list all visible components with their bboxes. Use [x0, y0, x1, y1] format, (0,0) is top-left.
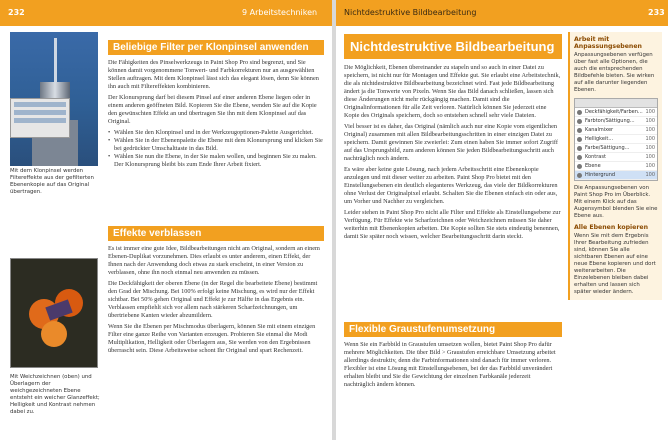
eye-icon [577, 173, 582, 178]
list-item: • Wählen Sie in der Ebenenpalette die Ebene mit dem Klonursprung und klicken Sie bei gedrückter Umschalttaste in das Bild. [108, 137, 324, 153]
paragraph: Viel besser ist es daher, das Original (nämlich auch nur eine Kopie vom eigentlichen Original) zusammen mit allen Bildbearbeitungsschritten in einer einzigen Datei zu speichern. Damit gewinnen Sie zweierlei: Zum einen haben Sie immer sofort Zugriff auf das Ursprungsbild, zum anderen können Sie jeden Bildbearbeitungsschritt auch nachträglich noch ändern. [344, 123, 558, 162]
left-text-column [108, 40, 324, 169]
eye-icon [577, 110, 582, 115]
section-heading-filter: Beliebige Filter per Klonpinsel anwenden [108, 40, 324, 55]
section-heading-effects: Effekte verblassen [108, 226, 324, 241]
paragraph: Die Deckfähigkeit der oberen Ebene (in der Regel die bearbeitete Ebene) bestimmt den Grad der Mischung. Bei 100% erfolgt keine Mischung, es wird nur der Effekt sichtbar. Bei 50% gehen Original und Effekt je zur Hälfte in das Ergebnis ein. Verblassen empfiehlt sich vor allem nach stärkeren Scharfzeichnungen, um übertriebene Kanten wieder abzumildern. [108, 280, 318, 319]
layers-palette-screenshot [574, 98, 658, 181]
section-heading-grayscale: Flexible Graustufenumsetzung [344, 322, 562, 337]
butterfly-flower-image [10, 258, 98, 368]
figure-caption-1: Mit dem Klonpinsel werden Filtereffekte aus der gefilterten Ebenenkopie auf das Original übertragen. [10, 168, 94, 195]
left-section-name: 9 Arbeitstechniken [242, 8, 318, 17]
eye-icon [577, 155, 582, 160]
right-text-column [344, 34, 562, 244]
sidebar-title: Arbeit mit Anpassungsebenen [574, 36, 642, 50]
left-running-header [0, 0, 332, 26]
eye-icon [577, 119, 582, 124]
layer-row: Farbton/Sättigung... 100 [575, 117, 657, 126]
layer-row: Farbe/Sättigung... 100 [575, 144, 657, 153]
page-gutter [332, 0, 336, 440]
list-item: • Wählen Sie den Klonpinsel und in der Werkzeugoptionen-Palette Ausgerichtet. [108, 129, 324, 137]
sidebar-paragraph: Wenn Sie mit dem Ergebnis Ihrer Bearbeitung zufrieden sind, können Sie alle sichtbaren Ebenen auf eine neue Ebene kopieren und dort weiterarbeiten. Die Einzelebenen bleiben dabei erhalten und lassen sich später wieder ändern. [574, 233, 656, 295]
paragraph: Die Möglichkeit, Ebenen übereinander zu stapeln und so auch in einer Datei zu speichern, ist nicht nur für Montagen und Effekte gut. Sie erlaubt eine Arbeitstechnik, die als nichtdestruktive Bildbearbeitung bezeichnet wird. Fast jede Bildbearbeitung ändert ja die Tonwerte von Pixeln. Wenn Sie das Bild danach schließen, lassen sich diese Änderungen nicht mehr rückgängig machen. Damit sind die Originalinformationen für alle Zeit verloren. Natürlich können Sie jederzeit eine Kopie des Originals speichern, doch so entstehen schnell sehr viele Dateien. [344, 64, 561, 119]
eye-icon [577, 146, 582, 151]
left-page-number: 232 [8, 8, 25, 17]
dialog-window-image [10, 98, 70, 138]
layer-row: Kontrast 100 [575, 153, 657, 162]
instruction-list [108, 129, 324, 169]
figure-caption-2: Mit Weichzeichnen (oben) und Überlagern der weichgezeichneten Ebene entsteht ein weicher Glanzeffekt; Helligkeit und Kontrast nehmen dabei zu. [10, 374, 100, 415]
eye-icon [577, 137, 582, 142]
paragraph: Der Klonursprung darf bei diesem Pinsel auf einer anderen Ebene liegen oder in einem anderen geöffneten Bild. Kopieren Sie die Ebene, wenden Sie auf die Kopie den gewünschten Effekt an und übertragen Sie ihn mit dem Klonpinsel auf das Original. [108, 94, 317, 125]
right-page-number: 233 [648, 8, 665, 17]
paragraph: Leider stehen in Paint Shop Pro nicht alle Filter und Effekte als Einstellungsebene zur Verfügung. Für Effekte wie Scharfzeichnen oder Weichzeichnen müssen Sie daher weiterhin mit Ebenenkopien arbeiten. Die Kopie sollten Sie stets eindeutig benennen, damit Sie später noch wissen, welcher Bearbeitungsschritt darin steckt. [344, 209, 561, 240]
right-text-column-2 [344, 322, 562, 392]
chapter-title: Nichtdestruktive Bildbearbeitung [344, 34, 562, 59]
palette-toolbar [575, 99, 657, 108]
layer-row: Ebene 100 [575, 162, 657, 171]
paragraph: Wenn Sie die Ebenen per Mischmodus überlagern, können Sie mit einem einzigen Filter eine ganze Reihe von Varianten erzeugen. Probieren Sie einmal die Modi Multiplikation, Helligkeit oder Überlagern aus, Sie werden von den Ergebnissen überrascht sein. Diese Arbeitsweise schont Ihr Original und spart Rechenzeit. [108, 323, 316, 354]
paragraph: Die Fähigkeiten des Pinselwerkzeugs in Paint Shop Pro sind begrenzt, und Sie können damit vorgenommene Tonwert- und Farbkorrekturen nur an ausgewählten Stellen auftragen. Mit dem Klonpinsel lässt sich das elegant lösen, denn Sie können ihn auch mit Filtereffekten kombinieren. [108, 59, 319, 90]
eye-icon [577, 164, 582, 169]
left-text-column-2 [108, 226, 324, 358]
sidebar-paragraph: Die Anpassungsebenen von Paint Shop Pro im Überblick. Mit einem Klick auf das Augensymbol blenden Sie eine Ebene aus. [574, 185, 658, 219]
list-item: • Wählen Sie nun die Ebene, in der Sie malen wollen, und beginnen Sie zu malen. Der Klonursprung bleibt bis zum Ende Ihrer Arbeit fixiert. [108, 153, 324, 169]
layer-row: Hintergrund 100 [575, 171, 657, 180]
sidebar-paragraph: Anpassungsebenen verfügen über fast alle Optionen, die auch die entsprechenden Bildbefehle bieten. Sie wirken auf alle darunter liegenden Ebenen. [574, 52, 655, 93]
eye-icon [577, 128, 582, 133]
paragraph: Es wäre aber keine gute Lösung, nach jedem Arbeitsschritt eine Ebenenkopie anzulegen und mit dieser weiter zu arbeiten. Paint Shop Pro bietet mit den Einstellungsebenen ein deutlich eleganteres Werkzeug, das viele der Bildkorrekturen ohne Verlust der Originalpixel erlaubt. Schalten Sie die Ebenen einfach ein oder aus, um Vorher und Nachher zu vergleichen. [344, 166, 558, 205]
tower-screenshot-image [10, 32, 98, 166]
right-running-header [336, 0, 668, 26]
layer-row: Helligkeit... 100 [575, 135, 657, 144]
layer-row: Deckfähigkeit/Farben... 100 [575, 108, 657, 117]
layer-row: Kanalmixer 100 [575, 126, 657, 135]
sidebar-subtitle: Alle Ebenen kopieren [574, 224, 648, 231]
paragraph: Es ist immer eine gute Idee, Bildbearbeitungen nicht am Original, sondern an einem Ebenen-Duplikat vorzunehmen. Dies erlaubt es unter anderem, einen Effekt, der Ihnen nach der Anwendung doch etwas zu stark erscheint, in einer Version zu verblassen, ohne ihn noch einmal neu anwenden zu müssen. [108, 245, 320, 276]
sidebar-box [568, 32, 662, 300]
right-section-name: Nichtdestruktive Bildbearbeitung [344, 8, 477, 17]
paragraph: Wenn Sie ein Farbbild in Graustufen umsetzen wollen, bietet Paint Shop Pro dafür mehrere Möglichkeiten. Die über Bild > Graustufen erreichbare Umsetzung arbeitet allerdings destruktiv, denn die Farbinformationen sind danach für immer verloren. Flexibler ist eine Lösung mit Einstellungsebenen, bei der das Farbbild unverändert erhalten bleibt und Sie die Gewichtung der einzelnen Farbkanäle jederzeit nachträglich ändern können. [344, 341, 556, 388]
